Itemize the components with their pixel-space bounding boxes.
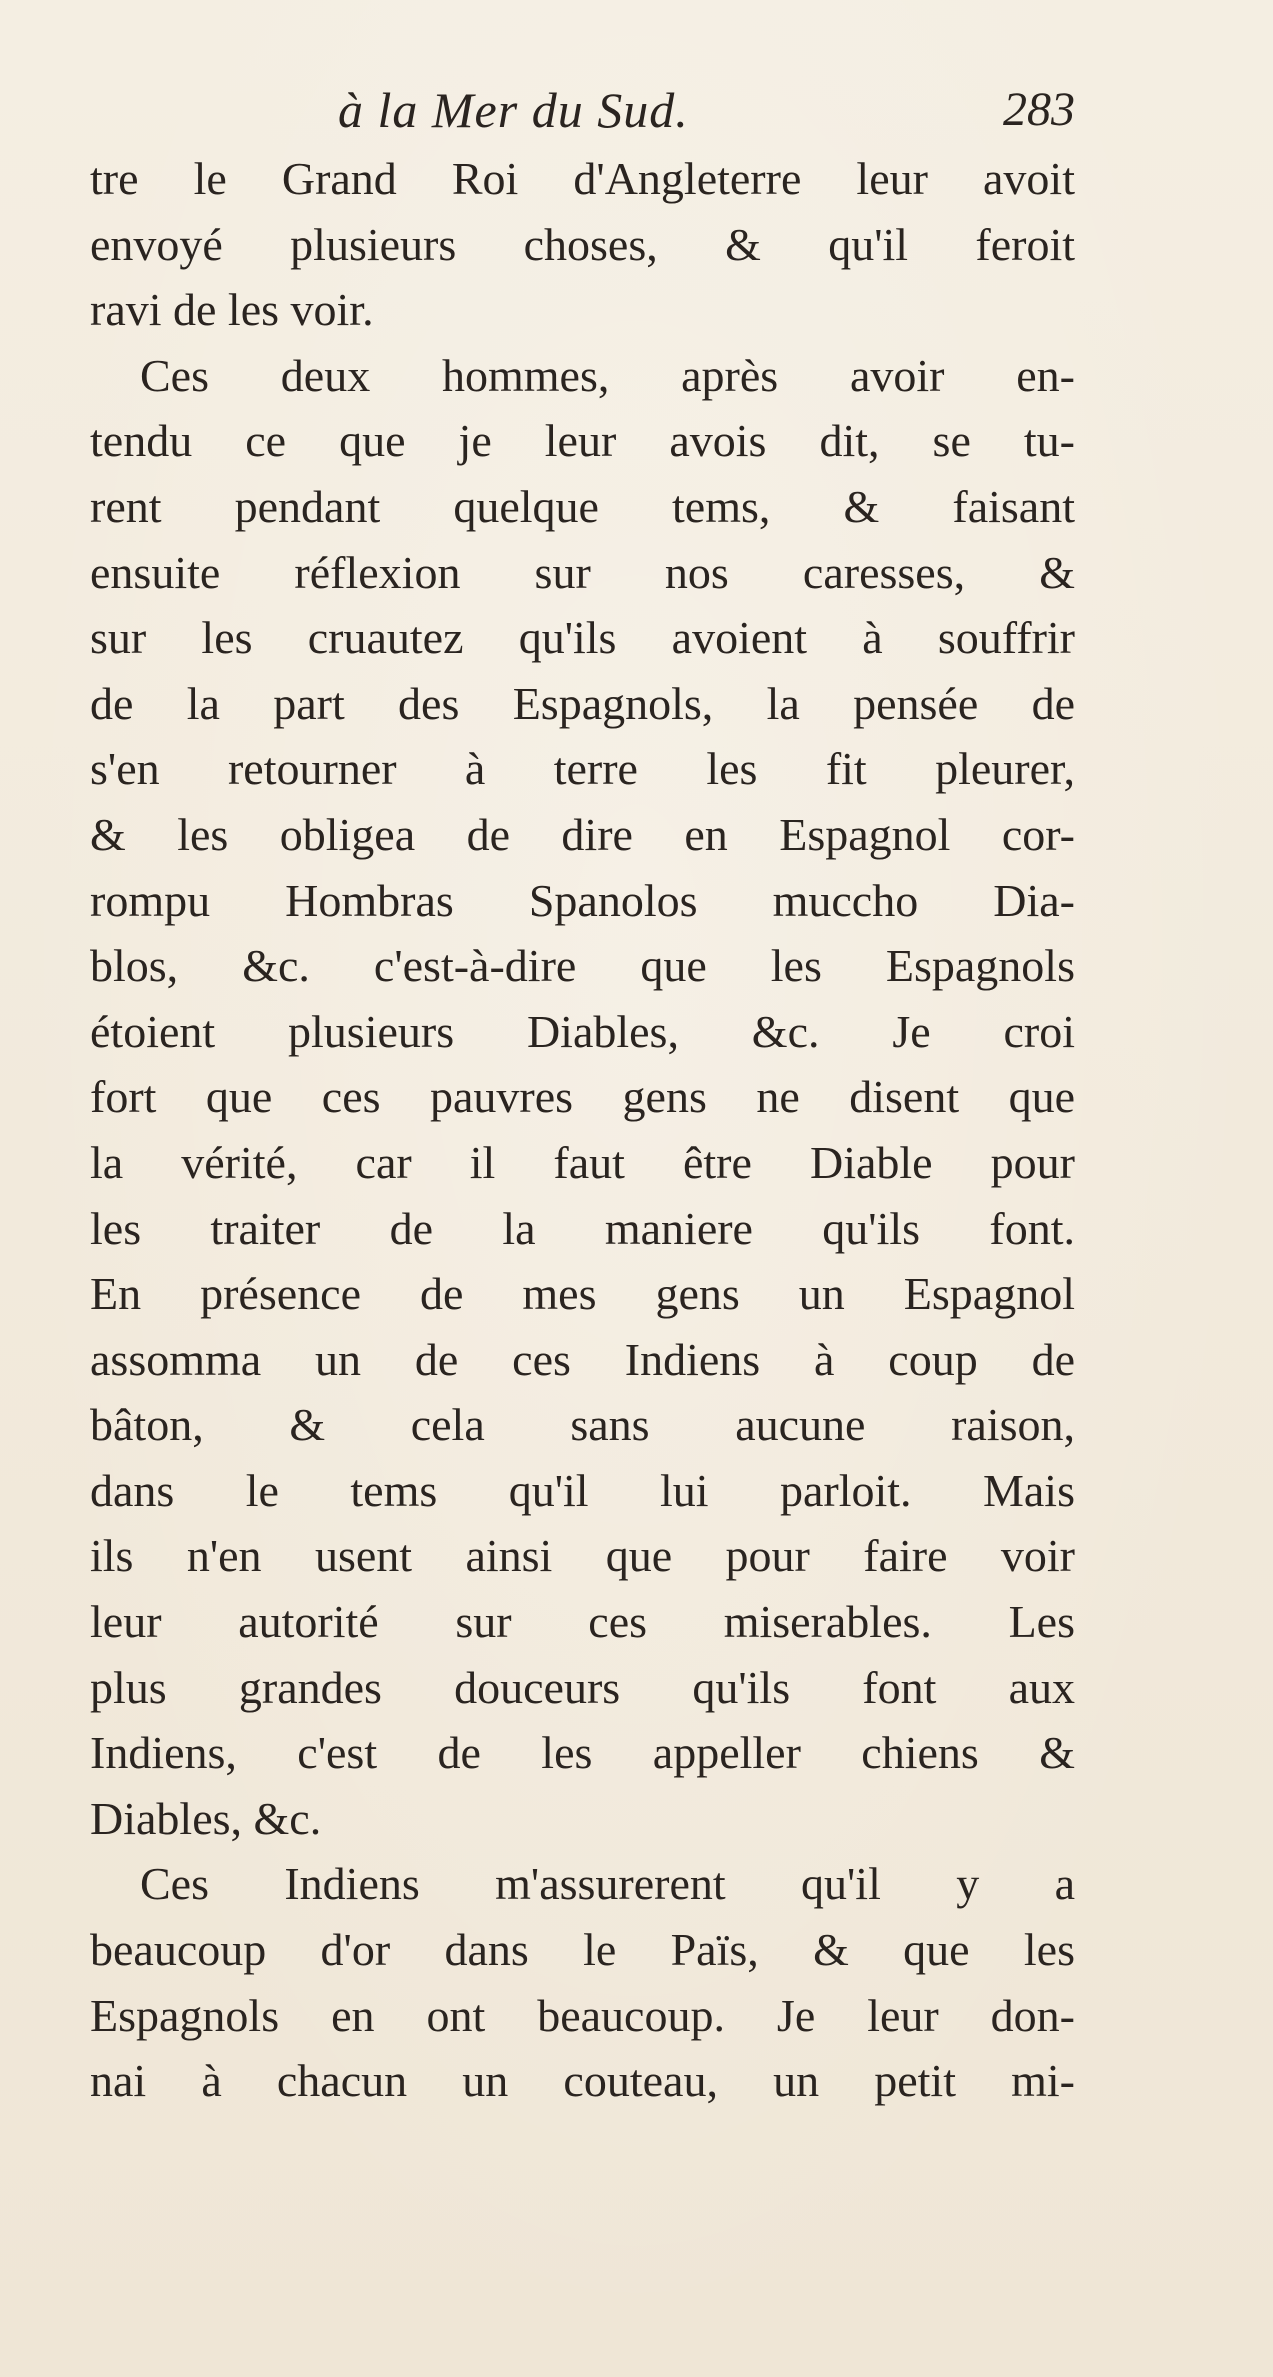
running-title: à la Mer du Sud. — [338, 82, 689, 138]
text-line: tre le Grand Roi d'Angleterre leur avoit — [90, 153, 1075, 204]
text-line: sur les cruautez qu'ils avoient à souffrir — [90, 612, 1075, 664]
text-line: Indiens, c'est de les appeller chiens & — [90, 1727, 1075, 1779]
text-line: rent pendant quelque tems, & faisant — [90, 480, 1075, 532]
text-line: s'en retourner à terre les fit pleurer, — [90, 743, 1075, 795]
text-line: de la part des Espagnols, la pensée de — [90, 677, 1075, 729]
text-line: assomma un de ces Indiens à coup de — [90, 1333, 1075, 1385]
text-line: étoient plusieurs Diables, &c. Je croi — [90, 1005, 1075, 1057]
text-line: Ces Indiens m'assurerent qu'il y a — [140, 1858, 1075, 1910]
text-line: bâton, & cela sans aucune raison, — [90, 1399, 1075, 1451]
text-line: leur autorité sur ces miserables. Les — [90, 1596, 1075, 1648]
text-line: ensuite réflexion sur nos caresses, & — [90, 546, 1075, 598]
text-line: ravi de les voir. — [90, 284, 374, 336]
text-line: En présence de mes gens un Espagnol — [90, 1268, 1075, 1320]
text-line: envoyé plusieurs choses, & qu'il feroit — [90, 218, 1075, 270]
text-line: beaucoup d'or dans le Païs, & que les — [90, 1924, 1075, 1976]
text-line: tendu ce que je leur avois dit, se tu- — [90, 415, 1075, 467]
text-line: Diables, &c. — [90, 1792, 322, 1844]
text-line: Ces deux hommes, après avoir en- — [140, 349, 1075, 401]
running-head — [90, 78, 1075, 142]
text-line: plus grandes douceurs qu'ils font aux — [90, 1661, 1075, 1713]
text-line: blos, &c. c'est-à-dire que les Espagnols — [90, 940, 1075, 992]
text-line: les traiter de la maniere qu'ils font. — [90, 1202, 1075, 1254]
page-number: 283 — [1003, 83, 1075, 136]
text-line: dans le tems qu'il lui parloit. Mais — [90, 1464, 1075, 1516]
text-line: ils n'en usent ainsi que pour faire voir — [90, 1530, 1075, 1582]
text-line: la vérité, car il faut être Diable pour — [90, 1136, 1075, 1188]
text-line: Espagnols en ont beaucoup. Je leur don- — [90, 1989, 1075, 2041]
text-line: nai à chacun un couteau, un petit mi- — [90, 2055, 1075, 2107]
text-line: rompu Hombras Spanolos muccho Dia- — [90, 874, 1075, 926]
text-line: fort que ces pauvres gens ne disent que — [90, 1071, 1075, 1123]
text-line: & les obligea de dire en Espagnol cor- — [90, 808, 1075, 860]
body-text — [90, 146, 1075, 2114]
